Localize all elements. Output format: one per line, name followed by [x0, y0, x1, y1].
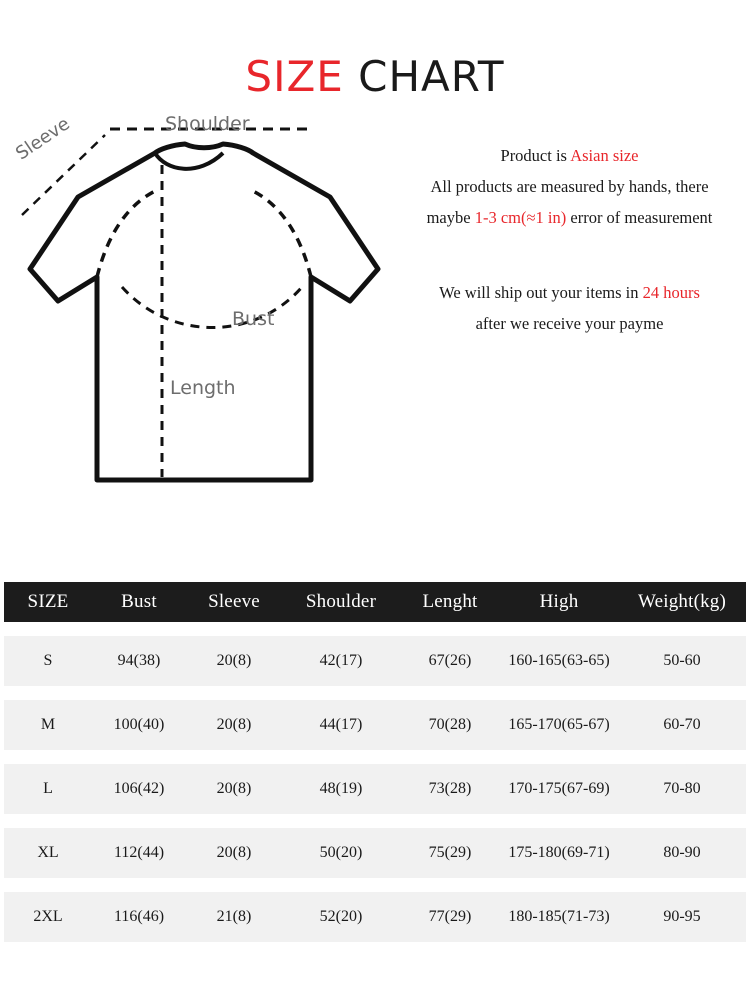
- spacer-cell: [4, 878, 746, 892]
- cell-length: 75(29): [400, 828, 500, 878]
- cell-high: 165-170(65-67): [500, 700, 618, 750]
- spacer-cell: [4, 750, 746, 764]
- table-header-row: [4, 582, 746, 622]
- note-line-1: [392, 140, 747, 171]
- page-title: [0, 52, 750, 101]
- table-row: [4, 636, 746, 686]
- row-spacer: [4, 814, 746, 828]
- tshirt-diagram-svg: [0, 105, 400, 505]
- col-header-weight: Weight(kg): [618, 582, 746, 622]
- note-line-4-pre: We will ship out your items in: [439, 283, 643, 302]
- col-header-length: Lenght: [400, 582, 500, 622]
- notes-block: [392, 140, 747, 339]
- cell-sleeve: 20(8): [186, 828, 282, 878]
- cell-sleeve: 20(8): [186, 636, 282, 686]
- spacer-cell: [4, 814, 746, 828]
- cell-size: 2XL: [4, 892, 92, 942]
- cell-size: L: [4, 764, 92, 814]
- row-spacer: [4, 942, 746, 956]
- row-spacer: [4, 878, 746, 892]
- cell-bust: 112(44): [92, 828, 186, 878]
- cell-weight: 50-60: [618, 636, 746, 686]
- row-spacer: [4, 750, 746, 764]
- cell-high: 160-165(63-65): [500, 636, 618, 686]
- cell-size: M: [4, 700, 92, 750]
- cell-bust: 106(42): [92, 764, 186, 814]
- cell-high: 175-180(69-71): [500, 828, 618, 878]
- col-header-sleeve: Sleeve: [186, 582, 282, 622]
- label-length: Length: [170, 377, 236, 399]
- cell-shoulder: 52(20): [282, 892, 400, 942]
- cell-weight: 70-80: [618, 764, 746, 814]
- title-size-word: SIZE: [245, 52, 344, 101]
- size-chart-table: [4, 582, 746, 956]
- cell-bust: 94(38): [92, 636, 186, 686]
- cell-length: 73(28): [400, 764, 500, 814]
- note-tolerance: 1-3 cm(≈1 in): [474, 208, 567, 227]
- table-row: [4, 700, 746, 750]
- col-header-size: SIZE: [4, 582, 92, 622]
- cell-sleeve: 20(8): [186, 764, 282, 814]
- cell-sleeve: 20(8): [186, 700, 282, 750]
- col-header-bust: Bust: [92, 582, 186, 622]
- cell-high: 170-175(67-69): [500, 764, 618, 814]
- tshirt-body-outline: [30, 144, 378, 480]
- cell-high: 180-185(71-73): [500, 892, 618, 942]
- note-line-2: All products are measured by hands, there: [430, 177, 709, 196]
- col-header-high: High: [500, 582, 618, 622]
- note-asian-size: Asian size: [570, 146, 639, 165]
- note-line-3-post: error of measurement: [566, 208, 713, 227]
- label-sleeve: Sleeve: [12, 113, 74, 165]
- cell-sleeve: 21(8): [186, 892, 282, 942]
- table-row: [4, 892, 746, 942]
- cell-shoulder: 48(19): [282, 764, 400, 814]
- size-chart-table-wrap: [4, 582, 746, 956]
- label-shoulder: Shoulder: [165, 113, 250, 135]
- title-chart-word: CHART: [343, 52, 505, 101]
- table-header: [4, 582, 746, 622]
- row-spacer: [4, 622, 746, 636]
- tshirt-illustration: [0, 105, 400, 505]
- cell-weight: 60-70: [618, 700, 746, 750]
- note-ship-time: 24 hours: [642, 283, 700, 302]
- cell-bust: 116(46): [92, 892, 186, 942]
- cell-bust: 100(40): [92, 700, 186, 750]
- spacer-cell: [4, 622, 746, 636]
- note-line-3: [392, 202, 747, 233]
- note-line-1-text: Product is: [500, 146, 571, 165]
- cell-length: 77(29): [400, 892, 500, 942]
- cell-weight: 90-95: [618, 892, 746, 942]
- cell-size: S: [4, 636, 92, 686]
- cell-shoulder: 50(20): [282, 828, 400, 878]
- row-spacer: [4, 686, 746, 700]
- table-row: [4, 764, 746, 814]
- spacer-cell: [4, 942, 746, 956]
- cell-size: XL: [4, 828, 92, 878]
- label-bust: Bust: [232, 308, 275, 330]
- cell-shoulder: 44(17): [282, 700, 400, 750]
- note-line-4: [392, 277, 747, 308]
- cell-weight: 80-90: [618, 828, 746, 878]
- cell-length: 70(28): [400, 700, 500, 750]
- col-header-shoulder: Shoulder: [282, 582, 400, 622]
- table-row: [4, 828, 746, 878]
- note-line-5: after we receive your payme: [475, 314, 664, 333]
- note-line-3-pre: maybe: [426, 208, 475, 227]
- table-body: [4, 622, 746, 956]
- spacer-cell: [4, 686, 746, 700]
- cell-shoulder: 42(17): [282, 636, 400, 686]
- cell-length: 67(26): [400, 636, 500, 686]
